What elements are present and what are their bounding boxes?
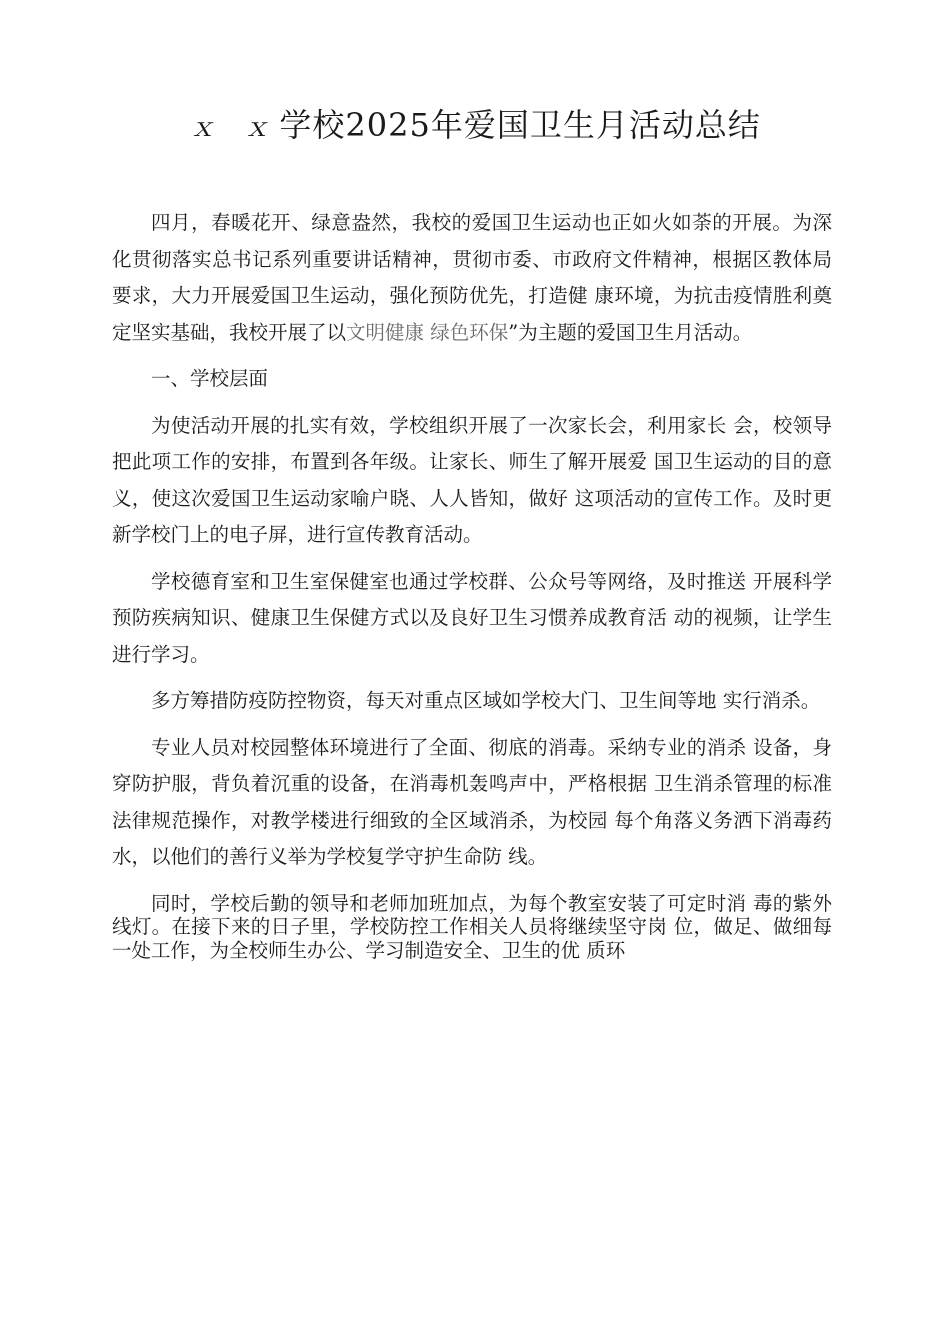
paragraph-2: 学校德育室和卫生室保健室也通过学校群、公众号等网络，及时推送 开展科学预防疾病知识、健康卫生保健方式以及良好卫生习惯养成教育活 动的视频，让学生进行学习。 — [112, 569, 832, 666]
title-prefix: ｘ ｘ — [189, 113, 280, 143]
document-title — [0, 100, 950, 146]
paragraph-5: 同时，学校后勤的领导和老师加班加点，为每个教室安装了可定时消 毒的紫外线灯。在接下来的日子里，学校防控工作相关人员将继续坚守岗 位，做足、做细每一处工作，为全校师生办公、学习制造安全、卫生的优 质环 — [112, 891, 832, 962]
intro-text-1: 四月，春暖花开、绿意盎然，我校的爱国卫生运动也正如火如荼的开展。为深化贯彻落实总书记系列重要讲话精神，贯彻市委、市政府文件精神，根据区教体局要求，大力开展爱国卫生运动，强化预防优先，打造健 康环境，为抗击疫情胜利奠定坚实基础，我校开展了以 — [112, 211, 832, 344]
document-body — [112, 205, 832, 972]
title-main: 学校2025年爱国卫生月活动总结 — [279, 106, 761, 144]
intro-text-2: ”为主题的爱国卫生月活动。 — [508, 320, 753, 344]
paragraph-3: 多方筹措防疫防控物资，每天对重点区域如学校大门、卫生间等地 实行消杀。 — [151, 689, 821, 712]
paragraph-4: 专业人员对校园整体环境进行了全面、彻底的消毒。采纳专业的消杀 设备，身穿防护服，背负着沉重的设备，在消毒机轰鸣声中，严格根据 卫生消杀管理的标准法律规范操作，对教学楼进行细致的全区域消杀，为校园 每个角落义务洒下消毒药水，以他们的善行义举为学校复学守护生命防 线。 — [112, 735, 832, 868]
section-heading: 一、学校层面 — [151, 367, 269, 390]
intro-theme: 文明健康 绿色环保 — [346, 320, 509, 344]
paragraph-1: 为使活动开展的扎实有效，学校组织开展了一次家长会，利用家长 会，校领导把此项工作的安排，布置到各年级。让家长、师生了解开展爱 国卫生运动的目的意义，使这次爱国卫生运动家喻户晓、人人皆知，做好 这项活动的宣传工作。及时更新学校门上的电子屏，进行宣传教育活动。 — [112, 413, 832, 546]
intro-paragraph — [112, 205, 832, 351]
